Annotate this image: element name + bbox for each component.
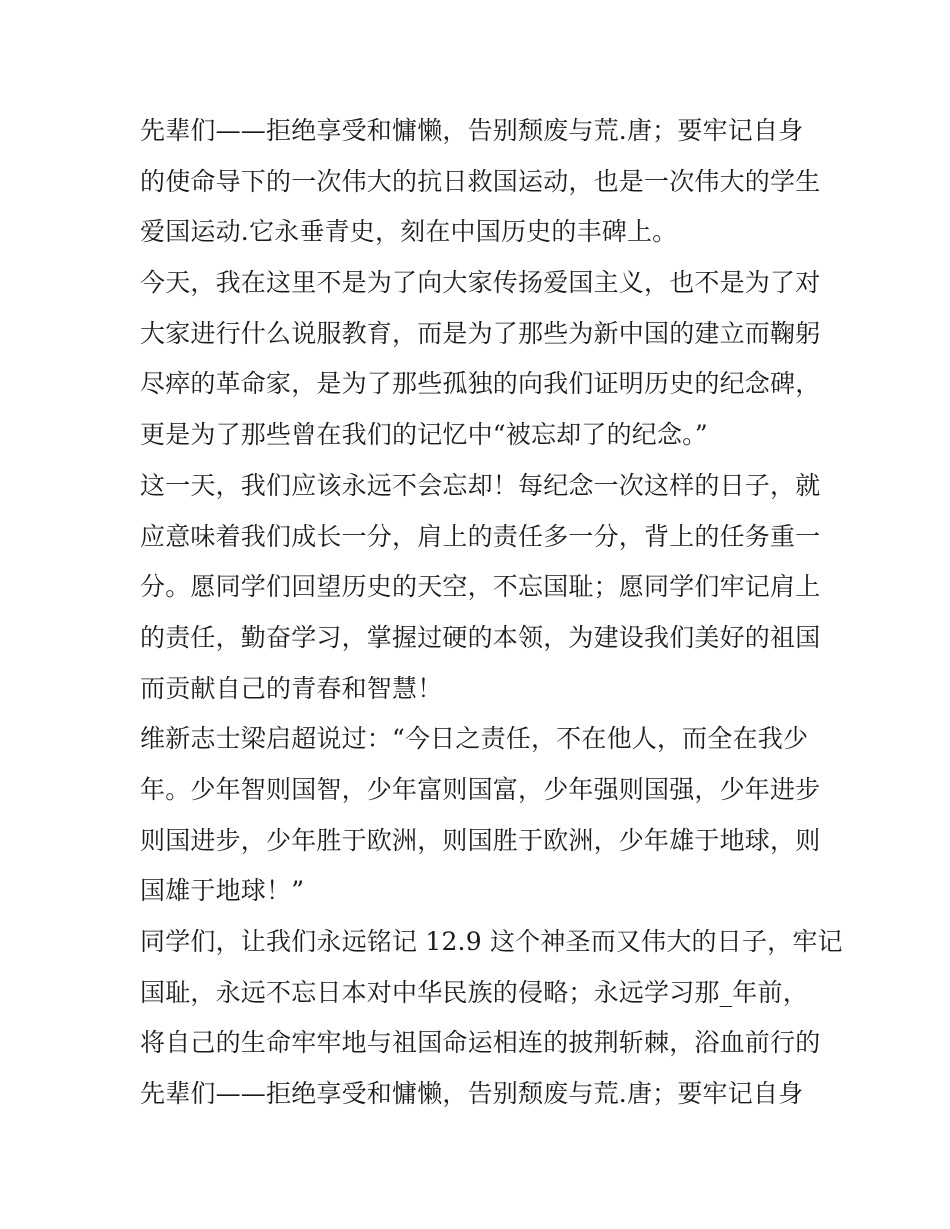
text-line: 尽瘁的革命家，是为了那些孤独的向我们证明历史的纪念碑， xyxy=(140,369,821,399)
text-line: 国雄于地球！” xyxy=(140,876,305,906)
text-line: 先辈们——拒绝享受和慵懒，告别颓废与荒.唐；要牢记自身 xyxy=(140,116,804,145)
text-line: 国耻，永远不忘日本对中华民族的侵略；永远学习那_年前， xyxy=(140,977,808,1007)
text-line: 分。愿同学们回望历史的天空，不忘国耻；愿同学们牢记肩上 xyxy=(140,572,821,602)
text-line: 更是为了那些曾在我们的记忆中“被忘却了的纪念。” xyxy=(140,420,708,450)
text-line: 的责任，勤奋学习，掌握过硬的本领，为建设我们美好的祖国 xyxy=(140,622,821,652)
text-line: 爱国运动.它永垂青史，刻在中国历史的丰碑上。 xyxy=(140,217,678,247)
text-line: 同学们，让我们永远铭记 12.9 这个神圣而又伟大的日子，牢记 xyxy=(140,927,843,956)
text-line: 先辈们——拒绝享受和慵懒，告别颓废与荒.唐；要牢记自身 xyxy=(140,1079,804,1109)
text-line: 年。少年智则国智，少年富则国富，少年强则国强，少年进步 xyxy=(140,774,821,804)
text-line: 大家进行什么说服教育，而是为了那些为新中国的建立而鞠躬 xyxy=(140,318,821,348)
text-line: 将自己的生命牢牢地与祖国命运相连的披荆斩棘，浴血前行的 xyxy=(140,1028,821,1058)
body-text xyxy=(140,106,843,1120)
text-line: 则国进步，少年胜于欧洲，则国胜于欧洲，少年雄于地球，则 xyxy=(140,825,821,855)
text-line: 维新志士梁启超说过：“今日之责任，不在他人，而全在我少 xyxy=(140,724,809,754)
text-line: 应意味着我们成长一分，肩上的责任多一分，背上的任务重一 xyxy=(140,521,821,551)
text-line: 这一天，我们应该永远不会忘却！每纪念一次这样的日子，就 xyxy=(140,470,821,500)
text-line: 今天，我在这里不是为了向大家传扬爱国主义，也不是为了对 xyxy=(140,268,821,298)
text-line: 的使命导下的一次伟大的抗日救国运动，也是一次伟大的学生 xyxy=(140,166,821,196)
text-line: 而贡献自己的青春和智慧！ xyxy=(140,673,443,703)
